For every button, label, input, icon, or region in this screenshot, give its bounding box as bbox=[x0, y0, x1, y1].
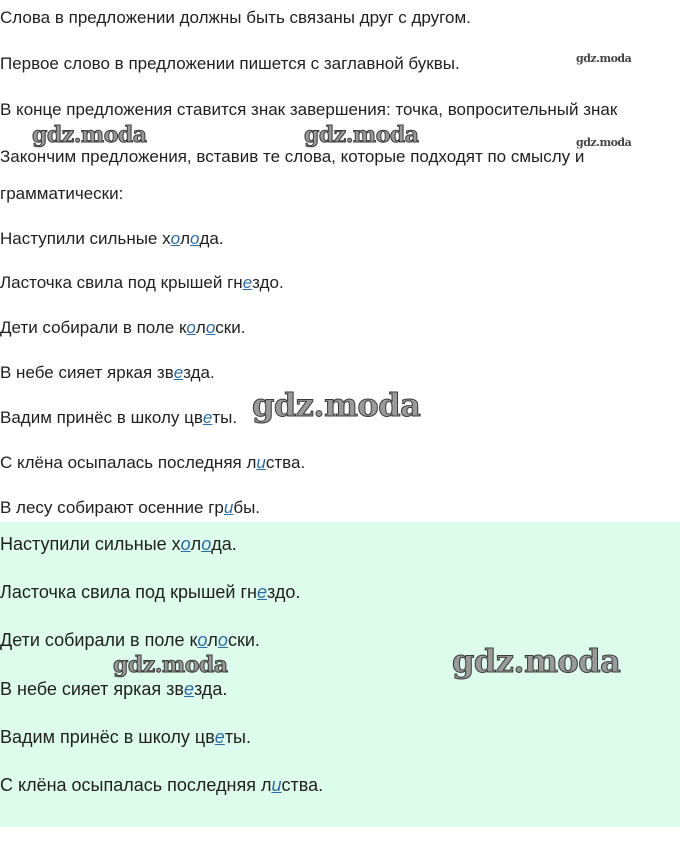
sentence-line: С клёна осыпалась последняя листва. bbox=[0, 453, 306, 472]
sentence-line: Дети собирали в поле колоски. bbox=[0, 318, 246, 337]
watermark: gdz.moda bbox=[32, 122, 147, 148]
inserted-letter: о bbox=[170, 229, 181, 248]
answer-line: Вадим принёс в школу цветы. bbox=[0, 727, 251, 747]
inserted-letter: и bbox=[271, 775, 282, 795]
watermark: gdz.moda bbox=[113, 652, 228, 678]
inserted-letter: о bbox=[205, 318, 216, 337]
watermark: gdz.moda bbox=[304, 122, 419, 148]
rule-line: В конце предложения ставится знак завершения: точка, вопросительный знак bbox=[0, 100, 618, 119]
rule-line: Первое слово в предложении пишется с заглавной буквы. bbox=[0, 54, 460, 73]
inserted-letter: о bbox=[180, 534, 191, 554]
inserted-letter: е bbox=[242, 273, 253, 292]
inserted-letter: е bbox=[202, 408, 213, 427]
inserted-letter: о bbox=[197, 630, 208, 650]
inserted-letter: е bbox=[256, 582, 267, 602]
sentence-line: В лесу собирают осенние грибы. bbox=[0, 498, 261, 517]
inserted-letter: е bbox=[183, 679, 194, 699]
watermark: gdz.moda bbox=[576, 52, 632, 65]
inserted-letter: о bbox=[190, 229, 200, 248]
answer-line: Дети собирали в поле колоски. bbox=[0, 630, 260, 650]
answer-line: В небе сияет яркая звезда. bbox=[0, 679, 228, 699]
inserted-letter: е bbox=[214, 727, 225, 747]
watermark: gdz.moda bbox=[576, 136, 632, 149]
task-line: Закончим предложения, вставив те слова, которые подходят по смыслу и bbox=[0, 147, 585, 166]
inserted-letter: е bbox=[173, 363, 184, 382]
answer-line: С клёна осыпалась последняя листва. bbox=[0, 775, 324, 795]
inserted-letter: о bbox=[186, 318, 196, 337]
inserted-letter: о bbox=[201, 534, 212, 554]
sentence-line: Вадим принёс в школу цветы. bbox=[0, 408, 238, 427]
inserted-letter: и bbox=[256, 453, 266, 472]
watermark: gdz.moda bbox=[252, 386, 421, 424]
sentence-line: Ласточка свила под крышей гнездо. bbox=[0, 273, 284, 292]
sentence-line: Наступили сильные холода. bbox=[0, 229, 224, 248]
watermark: gdz.moda bbox=[452, 642, 621, 680]
rule-line: Слова в предложении должны быть связаны друг с другом. bbox=[0, 8, 471, 27]
inserted-letter: и bbox=[223, 498, 234, 517]
inserted-letter: о bbox=[217, 630, 228, 650]
answer-line: Ласточка свила под крышей гнездо. bbox=[0, 582, 301, 602]
answer-line: Наступили сильные холода. bbox=[0, 534, 237, 554]
task-line: грамматически: bbox=[0, 184, 124, 203]
sentence-line: В небе сияет яркая звезда. bbox=[0, 363, 215, 382]
